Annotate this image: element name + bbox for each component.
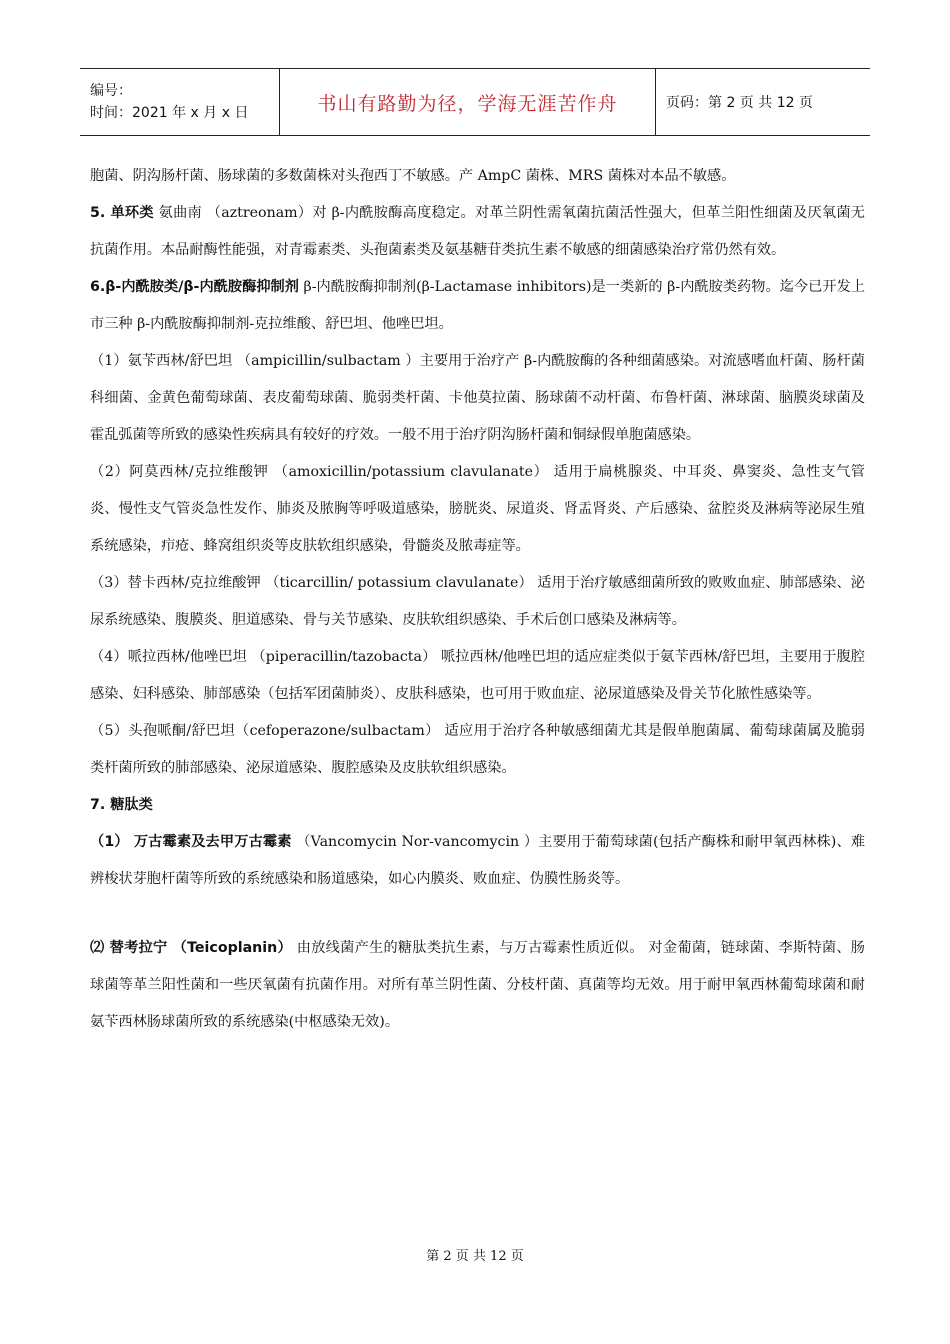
document-body <box>90 158 865 1041</box>
paragraph-heading: ⑵ 替考拉宁 （Teicoplanin） <box>90 940 292 956</box>
section-heading <box>90 787 865 824</box>
paragraph <box>90 158 865 195</box>
doc-number: 编号： <box>90 83 132 99</box>
header-motto <box>280 69 656 135</box>
page-info-text: 页码：第 2 页 共 12 页 <box>666 95 813 111</box>
page-header <box>80 68 870 136</box>
header-meta <box>80 69 280 135</box>
paragraph-text: （Vancomycin Nor-vancomycin ）主要用于葡萄球菌(包括产酶株和耐甲氧西林株)、难辨梭状芽胞杆菌等所致的系统感染和肠道感染，如心内膜炎、败血症、伪膜性肠炎等。 <box>90 834 866 887</box>
paragraph <box>90 824 865 898</box>
paragraph-text: （3）替卡西林/克拉维酸钾 （ticarcillin/ potassium clavulanate） 适用于治疗敏感细菌所致的败败血症、肺部感染、泌尿系统感染、腹膜炎、胆道感染、骨与关节感染、皮肤软组织感染、手术后创口感染及淋病等。 <box>90 575 865 628</box>
paragraph <box>90 639 865 713</box>
paragraph-text: （4）哌拉西林/他唑巴坦 （piperacillin/tazobacta） 哌拉西林/他唑巴坦的适应症类似于氨苄西林/舒巴坦，主要用于腹腔感染、妇科感染、肺部感染（包括军团菌肺炎）、皮肤科感染，也可用于败血症、泌尿道感染及骨关节化脓性感染等。 <box>90 649 865 702</box>
paragraph-text: 由放线菌产生的糖肽类抗生素，与万古霉素性质近似。 对金葡菌，链球菌、李斯特菌、肠球菌等革兰阳性菌和一些厌氧菌有抗菌作用。对所有革兰阴性菌、分枝杆菌、真菌等均无效。用于耐甲氧西林葡萄球菌和耐氨苄西林肠球菌所致的系统感染(中枢感染无效)。 <box>90 940 865 1030</box>
paragraph <box>90 195 865 269</box>
header-page-info <box>656 69 870 135</box>
paragraph-text: （1）氨苄西林/舒巴坦 （ampicillin/sulbactam ）主要用于治疗产 β-内酰胺酶的各种细菌感染。对流感嗜血杆菌、肠杆菌科细菌、金黄色葡萄球菌、表皮葡萄球菌、脆弱类杆菌、卡他莫拉菌、肠球菌不动杆菌、布鲁杆菌、淋球菌、脑膜炎球菌及霍乱弧菌等所致的感染性疾病具有较好的疗效。一般不用于治疗阴沟肠杆菌和铜绿假单胞菌感染。 <box>90 353 865 443</box>
paragraph-heading: 6.β-内酰胺类/β-内酰胺酶抑制剂 <box>90 279 299 295</box>
paragraph-heading: 5. 单环类 <box>90 205 154 221</box>
paragraph <box>90 269 865 343</box>
paragraph-heading: （1） 万古霉素及去甲万古霉素 <box>90 834 292 850</box>
footer-page-number: 第 2 页 共 12 页 <box>426 1249 524 1264</box>
paragraph-text: 胞菌、阴沟肠杆菌、肠球菌的多数菌株对头孢西丁不敏感。产 AmpC 菌株、MRS 菌株对本品不敏感。 <box>90 168 736 184</box>
doc-date: 时间：2021 年 x 月 x 日 <box>90 105 249 121</box>
paragraph <box>90 930 865 1041</box>
paragraph-text: 氨曲南 （aztreonam）对 β-内酰胺酶高度稳定。对革兰阴性需氧菌抗菌活性强大，但革兰阳性细菌及厌氧菌无抗菌作用。本品耐酶性能强，对青霉素类、头孢菌素类及氨基糖苷类抗生素不敏感的细菌感染治疗常仍然有效。 <box>90 205 865 258</box>
paragraph-text: （5）头孢哌酮/舒巴坦（cefoperazone/sulbactam） 适应用于治疗各种敏感细菌尤其是假单胞菌属、葡萄球菌属及脆弱类杆菌所致的肺部感染、泌尿道感染、腹腔感染及皮肤软组织感染。 <box>90 723 865 776</box>
paragraph <box>90 343 865 454</box>
paragraph-heading: 7. 糖肽类 <box>90 797 153 813</box>
paragraph <box>90 454 865 565</box>
paragraph-spacer <box>90 898 865 930</box>
paragraph <box>90 713 865 787</box>
paragraph-text: （2）阿莫西林/克拉维酸钾 （amoxicillin/potassium clavulanate） 适用于扁桃腺炎、中耳炎、鼻窦炎、急性支气管炎、慢性支气管炎急性发作、肺炎及脓胸等呼吸道感染，膀胱炎、尿道炎、肾盂肾炎、产后感染、盆腔炎及淋病等泌尿生殖系统感染，疖疮、蜂窝组织炎等皮肤软组织感染，骨髓炎及脓毒症等。 <box>90 464 865 554</box>
page-footer <box>0 1245 950 1264</box>
motto-text: 书山有路勤为径，学海无涯苦作舟 <box>317 92 618 115</box>
paragraph-text: β-内酰胺酶抑制剂(β-Lactamase inhibitors)是一类新的 β-内酰胺类药物。迄今已开发上市三种 β-内酰胺酶抑制剂-克拉维酸、舒巴坦、他唑巴坦。 <box>90 279 865 332</box>
paragraph <box>90 565 865 639</box>
